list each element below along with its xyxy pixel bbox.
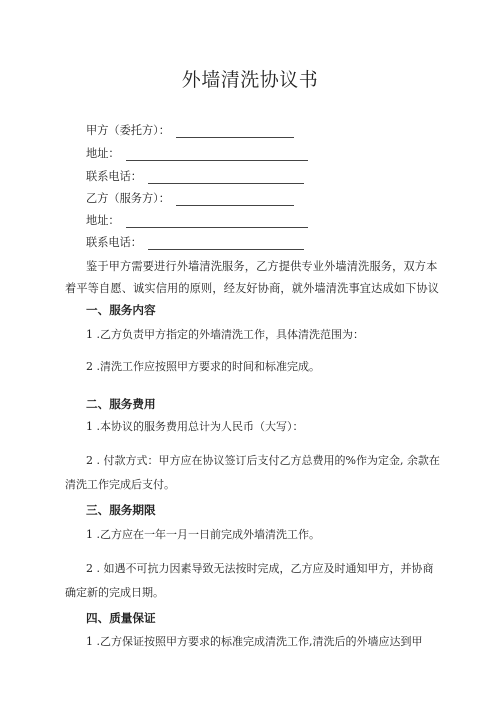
party-a-label: 甲方（委托方）： <box>86 124 170 137</box>
party-b-address-label: 地址： <box>86 214 120 227</box>
section-3-item-1: 1 .乙方应在一年一月一日前完成外墙清洗工作。 <box>86 528 320 541</box>
party-a-phone-line <box>86 170 304 184</box>
party-a-address-label: 地址： <box>86 147 120 160</box>
party-a-phone-field[interactable] <box>148 172 304 184</box>
party-a-line <box>86 124 294 138</box>
party-b-field[interactable] <box>176 194 294 206</box>
section-2-item-2: 2 . 付款方式：甲方应在协议签订后支付乙方总费用的%作为定金, 余款在清洗工作完成后支付。 <box>65 454 440 491</box>
intro-paragraph: 鉴于甲方需要进行外墙清洗服务，乙方提供专业外墙清洗服务，双方本着平等自愿、诚实信用的原则，经友好协商，就外墙清洗事宜达成如下协议 <box>65 260 440 295</box>
section-2-heading: 二、服务费用 <box>86 397 156 411</box>
section-3-item-2: 2 . 如遇不可抗力因素导致无法按时完成，乙方应及时通知甲方，并协商确定新的完成日期。 <box>65 562 434 599</box>
party-a-field[interactable] <box>176 126 294 138</box>
party-b-phone-label: 联系电话： <box>86 236 142 249</box>
section-1-item-1: 1 .乙方负责甲方指定的外墙清洗工作，具体清洗范围为： <box>86 328 364 341</box>
section-3-heading: 三、服务期限 <box>86 503 156 517</box>
party-b-address-line <box>86 214 308 228</box>
document-title: 外墙清洗协议书 <box>181 69 319 91</box>
party-a-phone-label: 联系电话： <box>86 170 142 183</box>
section-1-heading: 一、服务内容 <box>86 303 156 317</box>
party-a-address-line <box>86 147 308 161</box>
party-b-address-field[interactable] <box>126 216 308 228</box>
section-4-heading: 四、质量保证 <box>86 611 156 625</box>
section-2-item-1: 1 .本协议的服务费用总计为人民币（大写）： <box>86 420 304 433</box>
party-b-phone-field[interactable] <box>148 238 304 250</box>
party-b-phone-line <box>86 236 304 250</box>
section-1-item-2: 2 .清洗工作应按照甲方要求的时间和标准完成。 <box>86 360 320 373</box>
section-4-item-1: 1 .乙方保证按照甲方要求的标准完成清洗工作,清洗后的外墙应达到甲 <box>86 635 423 648</box>
party-a-address-field[interactable] <box>126 149 308 161</box>
party-b-line <box>86 192 294 206</box>
party-b-label: 乙方（服务方）： <box>86 192 170 205</box>
